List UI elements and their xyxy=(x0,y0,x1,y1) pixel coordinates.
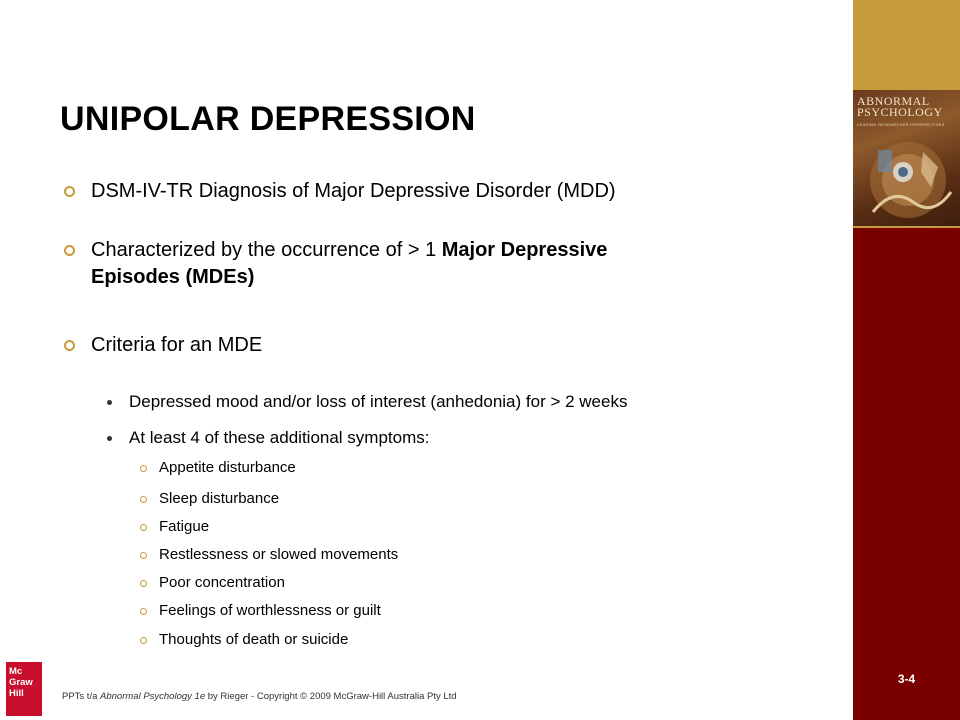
bullet-dot-icon xyxy=(107,400,112,405)
mcgraw-hill-logo xyxy=(6,662,42,716)
bullet-ring-icon xyxy=(140,580,147,587)
book-title-line2: PSYCHOLOGY xyxy=(857,105,943,119)
bullet-ring-icon xyxy=(64,186,75,197)
logo-line2: Graw xyxy=(9,677,33,688)
bullet-characterized-text: Characterized by the occurrence of > 1 xyxy=(91,239,442,261)
symptom-item: Restlessness or slowed movements xyxy=(159,546,399,563)
bullet-characterized-bold: Major Depressive xyxy=(441,239,608,261)
bullet-ring-icon xyxy=(140,552,147,559)
slide-title: UNIPOLAR DEPRESSION xyxy=(60,100,476,138)
bullet-ring-icon xyxy=(140,608,147,615)
bullet-ring-icon xyxy=(64,245,75,256)
footer-copyright xyxy=(62,691,457,702)
bullet-characterized xyxy=(91,237,811,291)
symptom-item: Thoughts of death or suicide xyxy=(159,631,349,648)
page-number: 3-4 xyxy=(897,672,916,686)
bullet-characterized-bold-line2: Episodes (MDEs) xyxy=(91,266,255,288)
bullet-mdd-diagnosis: DSM-IV-TR Diagnosis of Major Depressive Disorder (MDD) xyxy=(91,180,616,202)
symptom-item: Sleep disturbance xyxy=(159,490,280,507)
symptom-item: Appetite disturbance xyxy=(159,459,296,476)
symptom-item: Feelings of worthlessness or guilt xyxy=(159,602,381,619)
bullet-ring-icon xyxy=(140,524,147,531)
logo-line1: Mc xyxy=(9,666,23,677)
footer-prefix: PPTs t/a xyxy=(62,691,101,702)
symptom-item: Poor concentration xyxy=(159,574,285,591)
book-title-line1: ABNORMAL xyxy=(857,94,930,108)
bullet-ring-icon xyxy=(140,637,147,644)
logo-line3: Hill xyxy=(9,688,24,699)
sub-bullet-depressed-mood: Depressed mood and/or loss of interest (anhedonia) for > 2 weeks xyxy=(129,392,628,411)
symptom-item: Fatigue xyxy=(159,518,210,535)
book-cover-image xyxy=(853,90,960,226)
book-cover-art xyxy=(863,132,953,222)
sub-bullet-additional-symptoms: At least 4 of these additional symptoms: xyxy=(129,428,430,447)
bullet-criteria: Criteria for an MDE xyxy=(91,334,263,356)
bullet-ring-icon xyxy=(140,496,147,503)
book-subtitle: LEADING RESEARCHER PERSPECTIVES xyxy=(857,122,945,127)
book-title xyxy=(857,96,957,118)
sidebar xyxy=(853,0,960,720)
bullet-ring-icon xyxy=(64,340,75,351)
footer-book-title: Abnormal Psychology 1e xyxy=(100,691,206,702)
footer-suffix: by Rieger - Copyright © 2009 McGraw-Hill Australia Pty Ltd xyxy=(205,691,457,702)
bullet-ring-icon xyxy=(140,465,147,472)
bullet-dot-icon xyxy=(107,436,112,441)
